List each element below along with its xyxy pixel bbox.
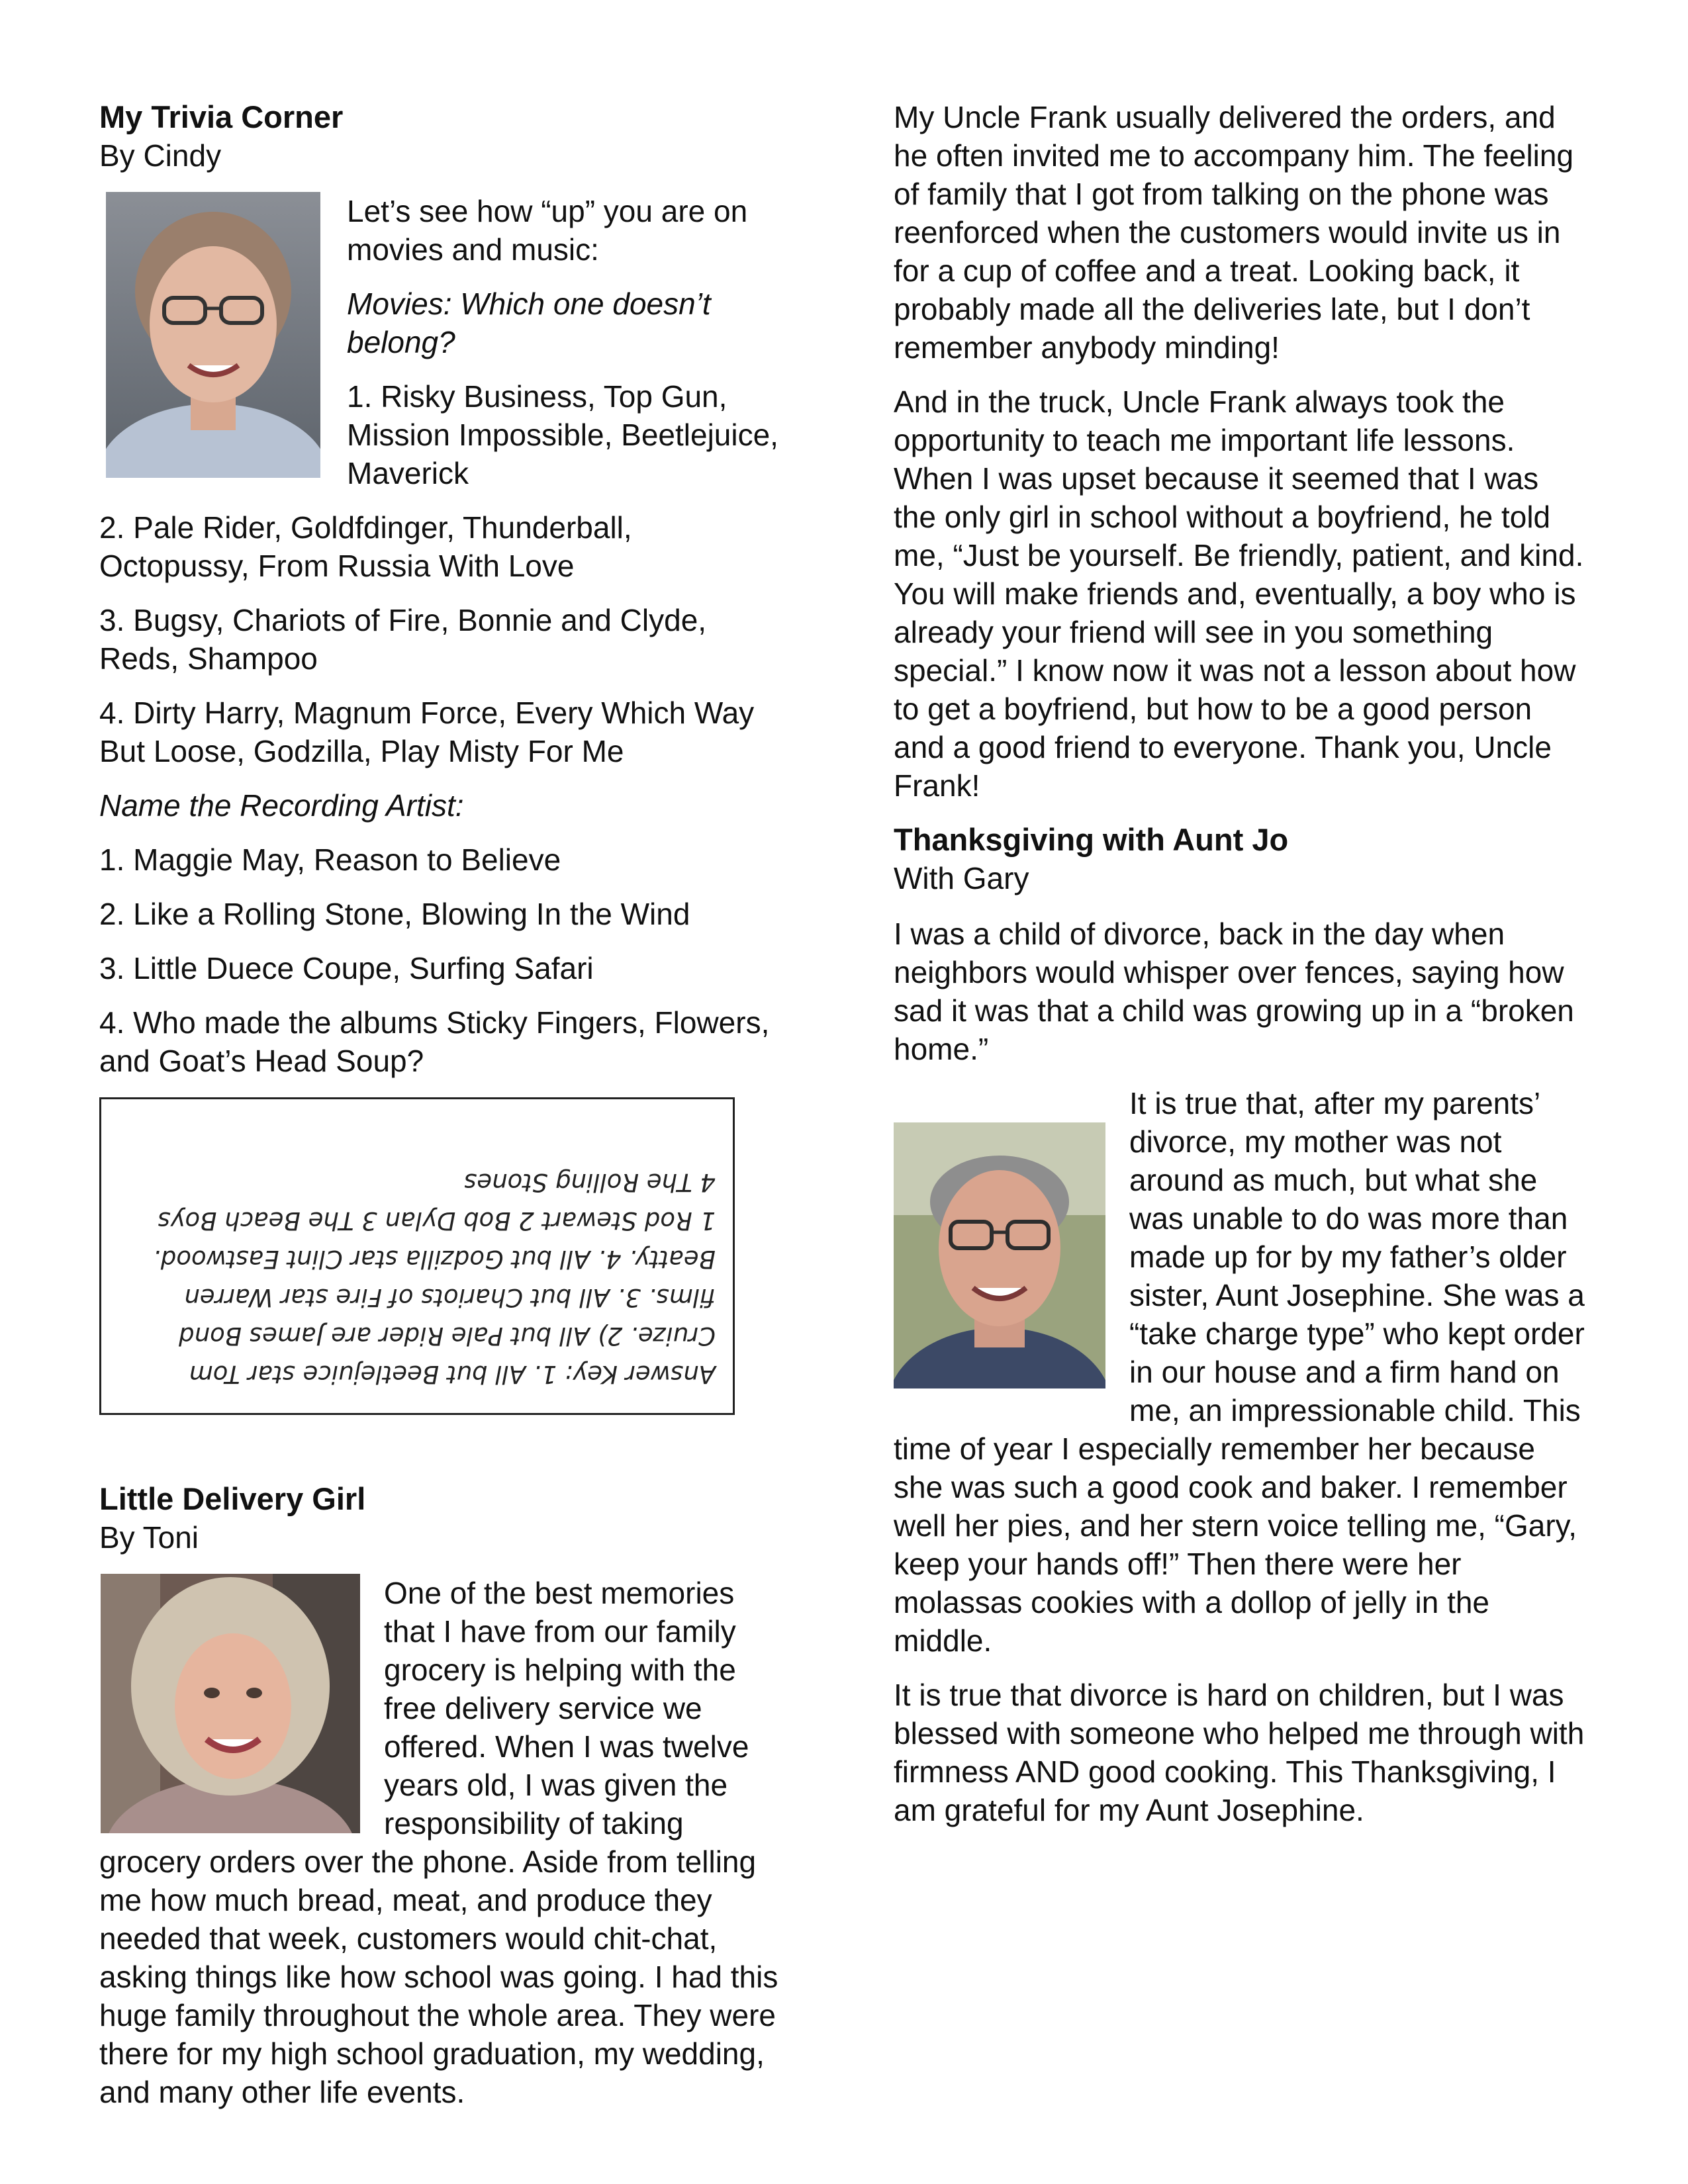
toni-photo	[101, 1574, 360, 1833]
movie-question: 4. Dirty Harry, Magnum Force, Every Which Way But Loose, Godzilla, Play Misty For Me	[99, 696, 755, 768]
left-column	[99, 98, 788, 2111]
movies-prompt: Movies: Which one doesn’t belong?	[347, 287, 711, 359]
thanksgiving-byline: With Gary	[894, 861, 1029, 895]
thanksgiving-paragraph-3: It is true that divorce is hard on children, but I was blessed with someone who helped me through with firmness AND good cooking. This Thanksgiving, I am grateful for my Aunt Josephine.	[894, 1678, 1585, 1827]
answer-key-line: Cruize. 2) All but Pale Rider are James Bond	[179, 1322, 716, 1350]
music-question: 4. Who made the albums Sticky Fingers, Flowers, and Goat’s Head Soup?	[99, 1005, 770, 1078]
thanksgiving-paragraph-1: I was a child of divorce, back in the day when neighbors would whisper over fences, saying how sad it was that a child was growing up in a “broken home.”	[894, 917, 1574, 1066]
gary-photo	[894, 1122, 1105, 1388]
music-prompt: Name the Recording Artist:	[99, 788, 464, 823]
movie-question: 1. Risky Business, Top Gun, Mission Impossible, Beetlejuice, Maverick	[347, 379, 778, 490]
portrait-woman-glasses-icon	[106, 192, 320, 478]
portrait-woman-smiling-icon	[101, 1574, 360, 1833]
answer-key-line: 4 The Rolling Stones	[464, 1168, 716, 1197]
delivery-title: Little Delivery Girl	[99, 1481, 366, 1516]
delivery-byline: By Toni	[99, 1520, 199, 1555]
answer-key-line: films. 3. All but Chariots of Fire star Warren	[184, 1283, 716, 1312]
right-column-content	[894, 98, 1589, 1845]
music-question: 2. Like a Rolling Stone, Blowing In the Wind	[99, 897, 690, 931]
answer-key-line: Beatty. 4. All but Godzilla star Clint Eastwood.	[153, 1245, 716, 1273]
answer-key-box	[99, 1097, 735, 1415]
portrait-man-glasses-icon	[894, 1122, 1105, 1388]
movie-question: 2. Pale Rider, Goldfdinger, Thunderball, Octopussy, From Russia With Love	[99, 510, 632, 583]
music-question: 3. Little Duece Coupe, Surfing Safari	[99, 951, 594, 985]
trivia-byline: By Cindy	[99, 138, 222, 173]
trivia-intro: Let’s see how “up” you are on movies and music:	[347, 194, 748, 267]
movie-question: 3. Bugsy, Chariots of Fire, Bonnie and Clyde, Reds, Shampoo	[99, 603, 707, 676]
delivery-paragraph-3: And in the truck, Uncle Frank always took the opportunity to teach me important life lessons. When I was upset because it seemed that I was the only girl in school without a boyfriend, he told me, “Just be yourself. Be friendly, patient, and kind. You will make friends and, eventually, a boy who is already your friend will see in you something special.” I know now it was not a lesson about how to get a boyfriend, but how to be a good person and a good friend to everyone. Thank you, Uncle Frank!	[894, 385, 1584, 803]
delivery-paragraph-1: One of the best memories that I have from our family grocery is helping with the free delivery service we offered. When I was twelve years old, I was given the responsibility of taking grocery orders over the phone. Aside from telling me how much bread, meat, and produce they needed that week, customers would chit-chat, asking things like how school was going. I had this huge family throughout the whole area. They were there for my high school graduation, my wedding, and many other life events.	[99, 1576, 778, 2109]
thanksgiving-paragraph-2: It is true that, after my parents’ divorce, my mother was not around as much, but what she was unable to do was more than made up for by my father’s older sister, Aunt Josephine. She was a “take charge type” who kept order in our house and a firm hand on me, an impressionable child. This time of year I especially remember her because she was such a good cook and baker. I remember well her pies, and her stern voice telling me, “Gary, keep your hands off!” Then there were her molassas cookies with a dollop of jelly in the middle.	[894, 1086, 1585, 1658]
answer-key-line: Answer Key: 1. All but Beetlejuice star Tom	[189, 1360, 716, 1388]
delivery-paragraph-2: My Uncle Frank usually delivered the orders, and he often invited me to accompany him. The feeling of family that I got from talking on the phone was reenforced when the customers would invite us in for a cup of coffee and a treat. Looking back, it probably made all the deliveries late, but I don’t remember anybody minding!	[894, 100, 1574, 365]
music-question: 1. Maggie May, Reason to Believe	[99, 842, 561, 877]
answer-key-line: 1 Rod Stewart 2 Bob Dylan 3 The Beach Boys	[158, 1206, 716, 1235]
thanksgiving-title: Thanksgiving with Aunt Jo	[894, 822, 1289, 857]
cindy-photo	[106, 192, 320, 478]
answer-key-upside-down	[101, 1099, 733, 1413]
trivia-title: My Trivia Corner	[99, 99, 344, 134]
